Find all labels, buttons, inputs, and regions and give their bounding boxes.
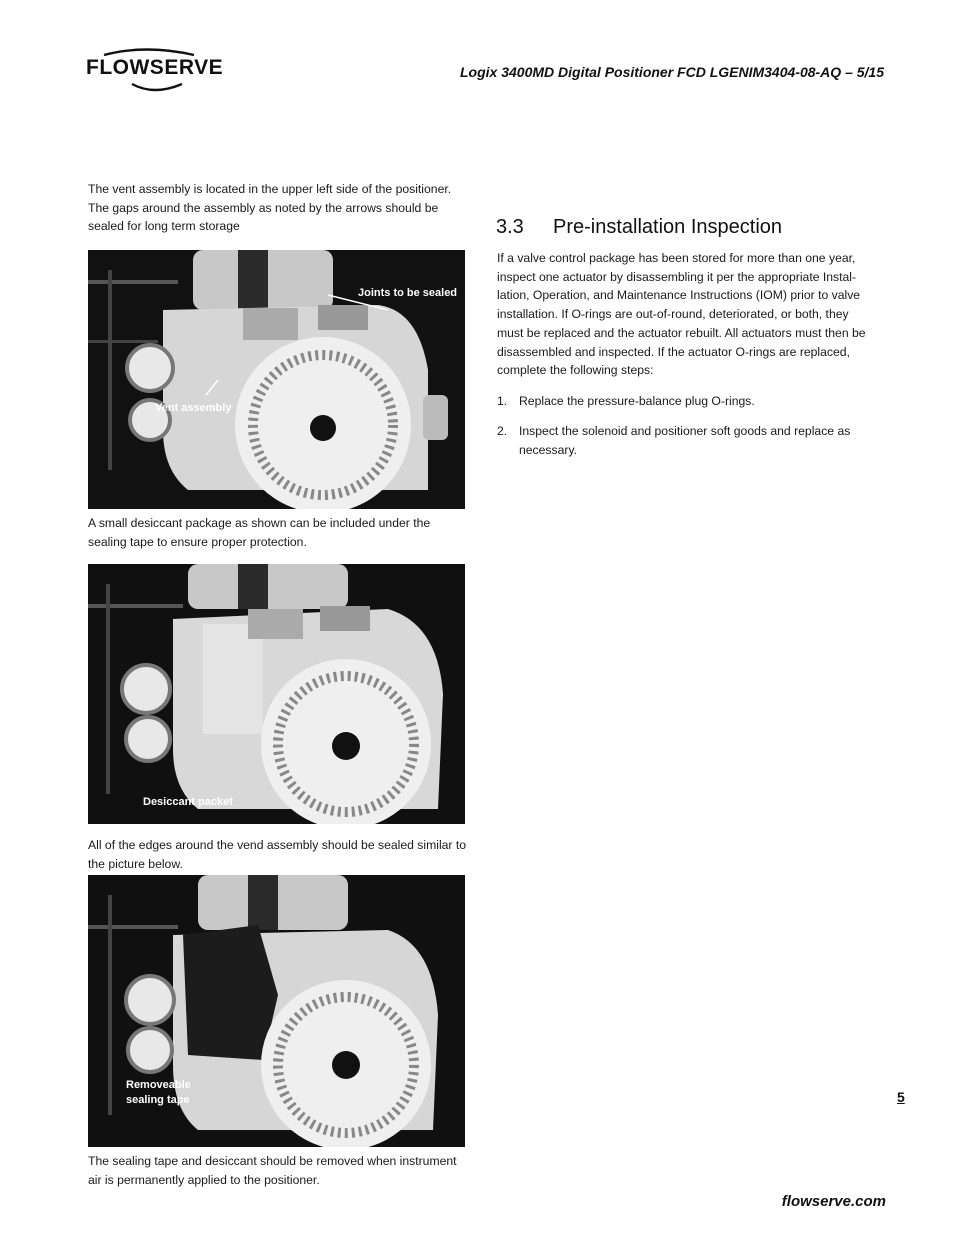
desiccant-packet-label: Desiccant packet bbox=[143, 796, 233, 808]
section-title: Pre-installation Inspection bbox=[553, 216, 783, 238]
inspection-paragraph: If a valve control package has been stored for more than one year, inspect one actuator by disassembling it per the appropriate Instal-lation, Operation, and Maintenance Instructions (IOM) prior to valve installation. If O-rings are out-of-round, deteriorated, or both, they must be replaced and the actuator rebuilt. All actuators must then be disassembled and inspected. If the actuator O-rings are replaced, complete the following steps: bbox=[497, 251, 866, 378]
joints-label: Joints to be sealed bbox=[358, 287, 458, 299]
step-number: 1. bbox=[497, 394, 508, 408]
section-heading bbox=[496, 216, 782, 239]
photo-vent-assembly bbox=[88, 250, 465, 509]
photo-desiccant-packet bbox=[88, 564, 465, 824]
removeable-label-line1: Removeable bbox=[126, 1079, 191, 1091]
logo-wordmark: FLOWSERVE bbox=[86, 56, 224, 79]
step-text: Replace the pressure-balance plug O-rings. bbox=[519, 394, 755, 408]
positioner-photo-graphic bbox=[88, 564, 465, 824]
photo-sealing-tape bbox=[88, 875, 465, 1147]
edges-paragraph: All of the edges around the vend assembly should be sealed similar to the picture below. bbox=[88, 838, 467, 871]
step-number: 2. bbox=[497, 424, 508, 438]
flowserve-logo bbox=[86, 46, 226, 94]
list-item bbox=[497, 392, 877, 411]
vent-assembly-label: Vent assembly bbox=[155, 402, 232, 414]
step-text: Inspect the solenoid and positioner soft goods and replace as necessary. bbox=[519, 424, 851, 457]
removal-paragraph: The sealing tape and desiccant should be removed when instrument air is permanently applied to the positioner. bbox=[88, 1154, 457, 1187]
removeable-label-line2: sealing tape bbox=[126, 1094, 190, 1106]
page-number: 5 bbox=[897, 1089, 905, 1105]
desiccant-paragraph: A small desiccant package as shown can be included under the sealing tape to ensure proper protection. bbox=[88, 516, 431, 549]
list-item bbox=[497, 422, 857, 459]
document-title: Logix 3400MD Digital Positioner FCD LGENIM3404-08-AQ – 5/15 bbox=[460, 64, 884, 80]
section-number: 3.3 bbox=[496, 216, 524, 238]
intro-paragraph: The vent assembly is located in the upper left side of the positioner. The gaps around the assembly as noted by the arrows should be sealed for long term storage bbox=[88, 182, 452, 234]
footer-website: flowserve.com bbox=[781, 1193, 886, 1210]
